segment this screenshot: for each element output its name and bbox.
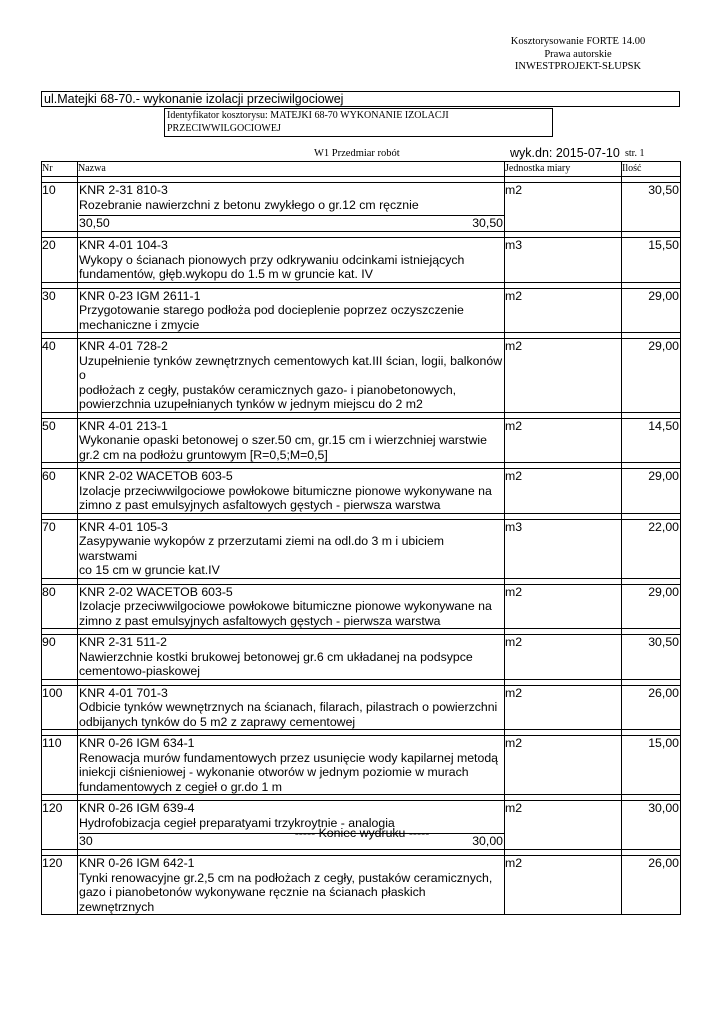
item-number: 80 (42, 584, 78, 629)
item-quantity: 29,00 (622, 288, 681, 333)
table-body (42, 177, 681, 915)
document-header (488, 36, 668, 74)
item-quantity: 14,50 (622, 418, 681, 463)
item-quantity: 29,00 (622, 469, 681, 514)
table-row (42, 685, 681, 730)
item-unit: m2 (505, 856, 622, 915)
table-row (42, 584, 681, 629)
item-description: Rozebranie nawierzchni z betonu zwykłego o gr.12 cm ręcznie (79, 197, 419, 212)
item-number: 90 (42, 635, 78, 680)
item-unit: m2 (505, 183, 622, 232)
item-description: Wykonanie opaski betonowej o szer.50 cm, gr.15 cm i wierzchniej warstwie gr.2 cm na podłożu gruntowym [R=0,5;M=0,5] (79, 433, 487, 462)
software-name: Kosztorysowanie FORTE 14.00 (510, 36, 646, 47)
table-row (42, 736, 681, 795)
item-unit: m2 (505, 635, 622, 680)
item-number: 50 (42, 418, 78, 463)
item-quantity: 26,00 (622, 856, 681, 915)
bill-of-quantities-table (41, 161, 681, 915)
item-number: 120 (42, 801, 78, 850)
item-description: Izolacje przeciwwilgociowe powłokowe bitumiczne pionowe wykonywane na zimno z past emulsyjnych asfaltowych gęstych - pierwsza warstwa (79, 483, 492, 512)
item-description-cell (78, 685, 505, 730)
table-row (42, 856, 681, 915)
item-code: KNR 4-01 104-3 (79, 238, 168, 252)
item-code: KNR 2-31 511-2 (79, 635, 167, 649)
item-description-cell (78, 801, 505, 850)
item-number: 60 (42, 469, 78, 514)
calc-result: 30,00 (472, 834, 503, 848)
item-quantity: 29,00 (622, 584, 681, 629)
item-description: Tynki renowacyjne gr.2,5 cm na podłożach z cegły, pustaków ceramicznych, gazo i pianobetonów wykonywane ręcznie na ścianach płaskich zewnętrznych (79, 870, 493, 914)
item-description-cell (78, 339, 505, 413)
item-unit: m2 (505, 801, 622, 850)
item-unit: m2 (505, 418, 622, 463)
item-description: Hydrofobizacja cegieł preparatyami trzykroytnie - analogia (79, 815, 395, 830)
table-row (42, 519, 681, 578)
item-number: 120 (42, 856, 78, 915)
item-code: KNR 2-31 810-3 (79, 183, 168, 197)
col-header-name: Nazwa (78, 162, 505, 177)
item-quantity: 30,50 (622, 635, 681, 680)
item-description: Izolacje przeciwwilgociowe powłokowe bitumiczne pionowe wykonywane na zimno z past emulsyjnych asfaltowych gęstych - pierwsza warstwa (79, 599, 492, 628)
calc-expression: 30 (79, 834, 93, 848)
table-row (42, 339, 681, 413)
item-quantity: 26,00 (622, 685, 681, 730)
col-header-unit: Jednostka miary (505, 162, 622, 177)
table-row (42, 238, 681, 283)
project-title: ul.Matejki 68-70.- wykonanie izolacji przeciwilgociowej (41, 91, 680, 107)
item-code: KNR 4-01 728-2 (79, 339, 168, 353)
item-description-cell (78, 183, 505, 232)
item-unit: m2 (505, 685, 622, 730)
table-row (42, 288, 681, 333)
quantity-calculation (79, 215, 504, 231)
table-row (42, 183, 681, 232)
table-row (42, 418, 681, 463)
item-description-cell (78, 736, 505, 795)
table-header-row (42, 162, 681, 177)
item-code: KNR 0-26 IGM 642-1 (79, 856, 195, 870)
item-description-cell (78, 635, 505, 680)
item-unit: m2 (505, 469, 622, 514)
item-description-cell (78, 418, 505, 463)
item-description-cell (78, 519, 505, 578)
estimate-identifier: Identyfikator kosztorysu: MATEJKI 68-70 WYKONANIE IZOLACJI PRZECIWWILGOCIOWEJ (164, 108, 553, 137)
print-date: wyk.dn: 2015-07-10 (510, 146, 620, 160)
item-number: 40 (42, 339, 78, 413)
item-code: KNR 4-01 213-1 (79, 418, 168, 433)
item-code: KNR 0-26 IGM 634-1 (79, 736, 195, 750)
item-description-cell (78, 238, 505, 283)
item-quantity: 15,00 (622, 736, 681, 795)
section-title: W1 Przedmiar robót (314, 148, 400, 159)
item-quantity: 22,00 (622, 519, 681, 578)
item-number: 100 (42, 685, 78, 730)
item-quantity: 30,00 (622, 801, 681, 850)
item-code: KNR 0-23 IGM 2611-1 (79, 288, 201, 303)
company-name: INWESTPROJEKT-SŁUPSK (514, 61, 642, 72)
item-number: 20 (42, 238, 78, 283)
item-description-cell (78, 584, 505, 629)
item-description-cell (78, 288, 505, 333)
item-unit: m2 (505, 736, 622, 795)
item-description: Odbicie tynków wewnętrznych na ścianach, filarach, pilastrach o powierzchni odbijanych tynków do 5 m2 z zaprawy cementowej (79, 700, 498, 729)
calc-expression: 30,50 (79, 216, 110, 230)
item-number: 70 (42, 519, 78, 578)
item-description-cell (78, 469, 505, 514)
page-number: str. 1 (625, 148, 645, 159)
col-header-qty: Ilość (622, 162, 681, 177)
item-code: KNR 4-01 105-3 (79, 519, 168, 534)
item-code: KNR 4-01 701-3 (79, 685, 168, 700)
item-code: KNR 0-26 IGM 639-4 (79, 801, 195, 815)
end-of-print: ----- Koniec wydruku ----- (294, 826, 430, 840)
item-code: KNR 2-02 WACETOB 603-5 (79, 584, 233, 599)
rights-label: Prawa autorskie (544, 48, 612, 60)
item-unit: m2 (505, 584, 622, 629)
item-description: Renowacja murów fundamentowych przez usunięcie wody kapilarnej metodą iniekcji ciśnieniowej - wykonanie otworów w jednym poziomie w murach fundamentowych z cegieł o gr.do 1 m (79, 750, 498, 794)
item-unit: m2 (505, 288, 622, 333)
table-row (42, 801, 681, 850)
item-description: Wykopy o ścianach pionowych przy odkrywaniu odcinkami istniejących fundamentów, głęb.wykopu do 1.5 m w gruncie kat. IV (79, 252, 465, 281)
table-row (42, 469, 681, 514)
item-number: 110 (42, 736, 78, 795)
item-description: Uzupełnienie tynków zewnętrznych cementowych kat.III ścian, logii, balkonów o podłożach z cegły, pustaków ceramicznych gazo- i pianobetonowych, powierzchnia uzupełnianych tynków w jednym miejscu do 2 m2 (79, 353, 503, 411)
item-description: Zasypywanie wykopów z przerzutami ziemi na odl.do 3 m i ubiciem warstwami co 15 cm w gruncie kat.IV (79, 534, 444, 577)
item-unit: m3 (505, 238, 622, 283)
item-description: Nawierzchnie kostki brukowej betonowej gr.6 cm układanej na podsypce cementowo-piaskowej (79, 649, 473, 678)
calc-result: 30,50 (472, 216, 503, 230)
item-unit: m3 (505, 519, 622, 578)
item-number: 30 (42, 288, 78, 333)
item-quantity: 29,00 (622, 339, 681, 413)
item-quantity: 15,50 (622, 238, 681, 283)
item-description-cell (78, 856, 505, 915)
col-header-nr: Nr (42, 162, 78, 177)
item-number: 10 (42, 183, 78, 232)
item-unit: m2 (505, 339, 622, 413)
item-description: Przygotowanie starego podłoża pod docieplenie poprzez oczyszczenie mechaniczne i zmycie (79, 303, 464, 332)
item-code: KNR 2-02 WACETOB 603-5 (79, 469, 233, 483)
item-quantity: 30,50 (622, 183, 681, 232)
section-header (41, 146, 680, 162)
table-row (42, 635, 681, 680)
